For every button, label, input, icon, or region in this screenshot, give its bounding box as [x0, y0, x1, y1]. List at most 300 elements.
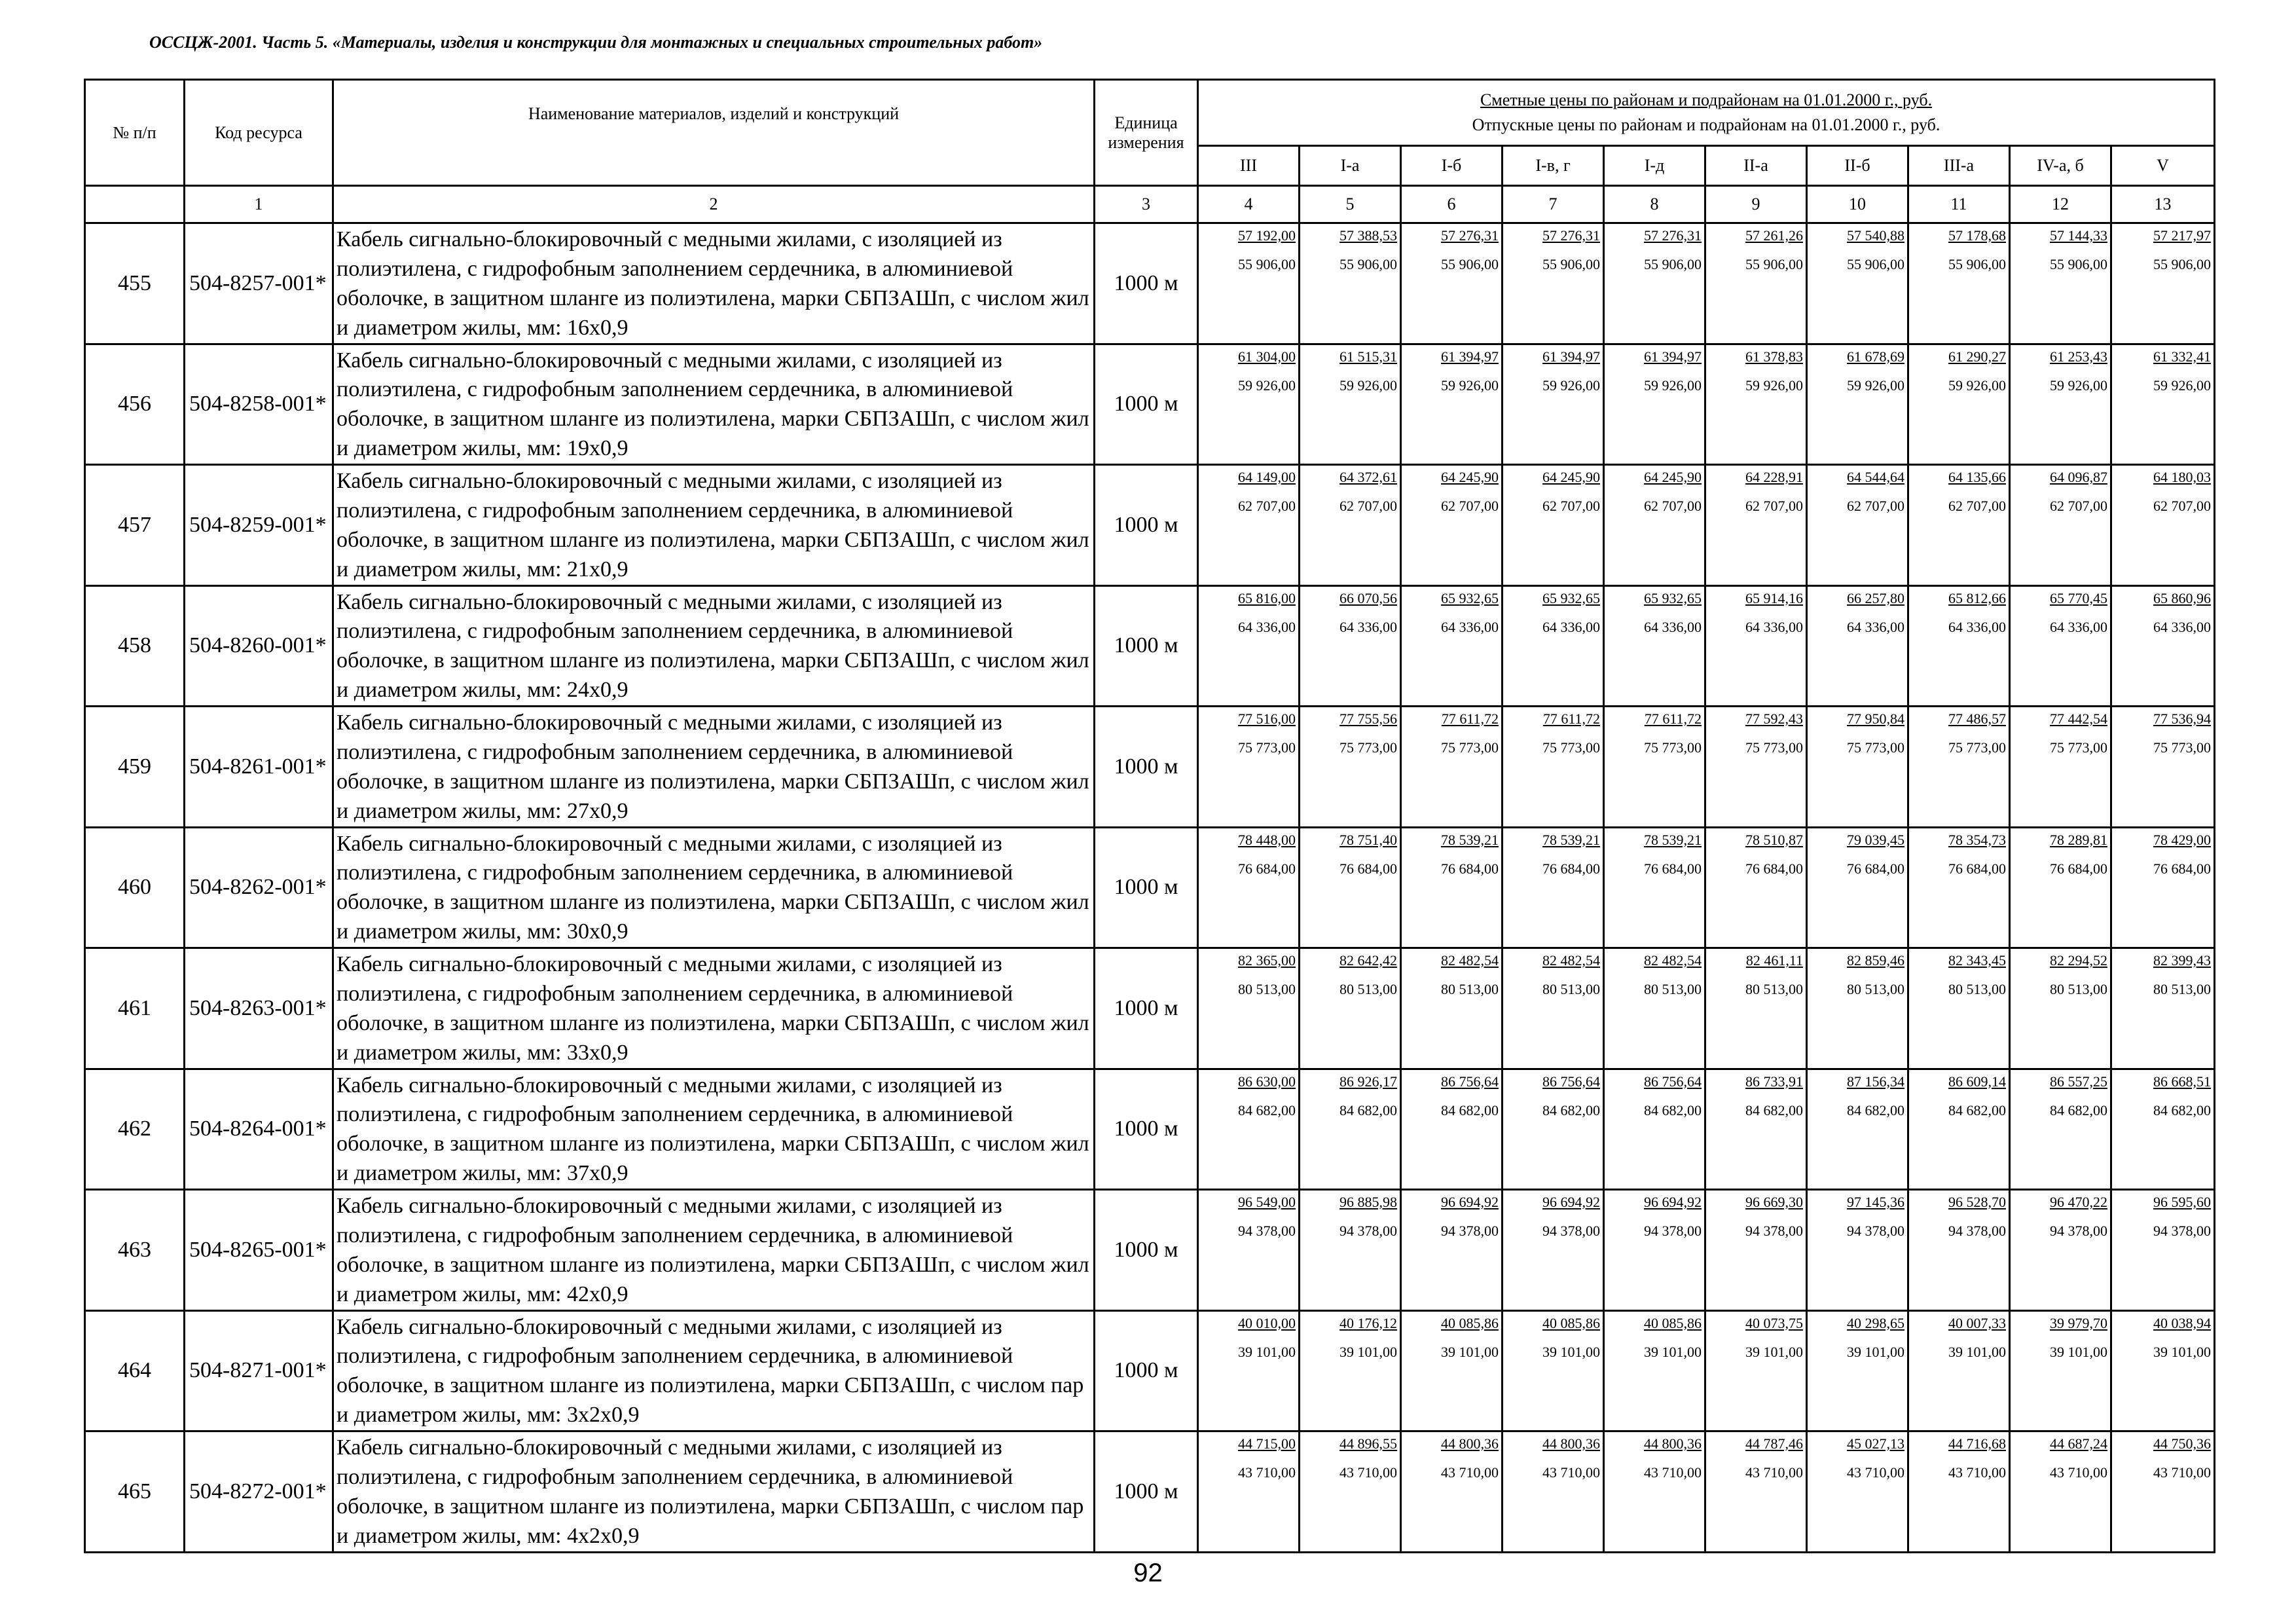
row-number: 463 [85, 1190, 185, 1311]
material-name: Кабель сигнально-блокировочный с медными жилами, с изоляцией из полиэтилена, с гидрофобным заполнением сердечника, в алюминиевой оболочке, в защитном шланге из полиэтилена, марки СБПЗАШп, с числом жил и диаметром жилы, мм: 30х0,9 [333, 827, 1095, 948]
price-cell [1705, 1190, 1807, 1311]
release-price: 84 682,00 [1644, 1101, 1702, 1118]
unit-of-measure: 1000 м [1095, 465, 1198, 586]
estimated-price: 82 859,46 [1847, 952, 1904, 969]
estimated-price: 64 180,03 [2153, 469, 2212, 485]
price-cell [2111, 1431, 2215, 1553]
release-price: 43 710,00 [1644, 1464, 1702, 1481]
price-cell [1604, 1190, 1705, 1311]
estimated-price: 82 642,42 [1339, 952, 1397, 969]
release-price: 75 773,00 [1542, 739, 1600, 756]
price-table [84, 79, 2215, 1553]
release-price: 59 926,00 [2050, 377, 2107, 394]
release-price: 76 684,00 [2050, 860, 2107, 877]
release-price: 75 773,00 [1948, 739, 2006, 756]
release-price: 84 682,00 [1339, 1101, 1397, 1118]
price-cell [1908, 344, 2010, 465]
release-price: 84 682,00 [1441, 1101, 1499, 1118]
release-price: 76 684,00 [1238, 860, 1296, 877]
row-number: 459 [85, 707, 185, 828]
estimated-price: 64 544,64 [1847, 469, 1904, 485]
estimated-price: 77 611,72 [1644, 710, 1702, 727]
price-cell [1401, 1310, 1503, 1431]
resource-code: 504-8264-001* [185, 1069, 333, 1190]
price-cell [1604, 948, 1705, 1069]
estimated-price: 57 276,31 [1644, 227, 1702, 244]
price-cell [1604, 465, 1705, 586]
material-name: Кабель сигнально-блокировочный с медными жилами, с изоляцией из полиэтилена, с гидрофобным заполнением сердечника, в алюминиевой оболочке, в защитном шланге из полиэтилена, марки СБПЗАШп, с числом жил и диаметром жилы, мм: 27х0,9 [333, 707, 1095, 828]
material-name: Кабель сигнально-блокировочный с медными жилами, с изоляцией из полиэтилена, с гидрофобным заполнением сердечника, в алюминиевой оболочке, в защитном шланге из полиэтилена, марки СБПЗАШп, с числом жил и диаметром жилы, мм: 16х0,9 [333, 223, 1095, 344]
estimated-price: 57 144,33 [2050, 227, 2107, 244]
estimated-price: 40 298,65 [1847, 1314, 1904, 1331]
estimated-price: 40 085,86 [1542, 1314, 1600, 1331]
unit-of-measure: 1000 м [1095, 1310, 1198, 1431]
unit-of-measure: 1000 м [1095, 707, 1198, 828]
estimated-price: 44 687,24 [2050, 1435, 2107, 1452]
estimated-price: 86 756,64 [1441, 1073, 1499, 1090]
release-price: 62 707,00 [1441, 498, 1499, 514]
release-price: 64 336,00 [1948, 618, 2006, 635]
release-price: 59 926,00 [1441, 377, 1499, 394]
release-price: 80 513,00 [1542, 981, 1600, 997]
release-price: 76 684,00 [1542, 860, 1600, 877]
release-price: 62 707,00 [1745, 498, 1803, 514]
release-price: 55 906,00 [1948, 256, 2006, 272]
estimated-price: 64 245,90 [1542, 469, 1600, 485]
release-price: 94 378,00 [1948, 1223, 2006, 1239]
release-price: 43 710,00 [1745, 1464, 1803, 1481]
estimated-price: 40 073,75 [1745, 1314, 1803, 1331]
price-cell [1705, 1069, 1807, 1190]
release-price: 94 378,00 [2153, 1223, 2212, 1239]
table-row [85, 1310, 2215, 1431]
price-cell [1503, 1310, 1604, 1431]
release-price: 43 710,00 [1441, 1464, 1499, 1481]
release-price: 80 513,00 [1948, 981, 2006, 997]
release-price: 55 906,00 [1238, 256, 1296, 272]
release-price: 64 336,00 [1745, 618, 1803, 635]
estimated-price: 96 528,70 [1948, 1194, 2006, 1210]
price-cell [1807, 223, 1908, 344]
estimated-price: 86 733,91 [1745, 1073, 1803, 1090]
estimated-price: 77 755,56 [1339, 710, 1397, 727]
estimated-price: 66 070,56 [1339, 589, 1397, 606]
release-price: 43 710,00 [1542, 1464, 1600, 1481]
release-price: 39 101,00 [1948, 1343, 2006, 1360]
region-header: II-б [1807, 146, 1908, 186]
price-cell [1807, 1069, 1908, 1190]
document-header: ОССЦЖ-2001. Часть 5. «Материалы, изделия и конструкции для монтажных и специальных строительных работ» [149, 33, 1043, 52]
estimated-price: 82 399,43 [2153, 952, 2212, 969]
release-price: 59 926,00 [2153, 377, 2212, 394]
release-price: 76 684,00 [2153, 860, 2212, 877]
estimated-price: 61 678,69 [1847, 348, 1904, 365]
page-number: 92 [1133, 1559, 1163, 1587]
estimated-price: 61 332,41 [2153, 348, 2212, 365]
price-cell [1604, 223, 1705, 344]
column-number: 11 [1908, 186, 2010, 223]
release-price: 43 710,00 [1339, 1464, 1397, 1481]
estimated-price: 78 429,00 [2153, 831, 2212, 848]
release-price: 59 926,00 [1238, 377, 1296, 394]
price-cell [1807, 707, 1908, 828]
header-unit: Единица измерения [1095, 80, 1198, 186]
estimated-price: 44 715,00 [1238, 1435, 1296, 1452]
resource-code: 504-8259-001* [185, 465, 333, 586]
price-cell [1401, 1431, 1503, 1553]
price-cell [1503, 465, 1604, 586]
estimated-price: 86 630,00 [1238, 1073, 1296, 1090]
price-cell [1300, 707, 1401, 828]
column-number: 1 [185, 186, 333, 223]
release-price: 64 336,00 [1441, 618, 1499, 635]
release-price: 80 513,00 [2153, 981, 2212, 997]
release-price: 43 710,00 [1948, 1464, 2006, 1481]
release-price: 62 707,00 [1644, 498, 1702, 514]
price-cell [1908, 827, 2010, 948]
material-name: Кабель сигнально-блокировочный с медными жилами, с изоляцией из полиэтилена, с гидрофобным заполнением сердечника, в алюминиевой оболочке, в защитном шланге из полиэтилена, марки СБПЗАШп, с числом жил и диаметром жилы, мм: 37х0,9 [333, 1069, 1095, 1190]
estimated-price: 77 442,54 [2050, 710, 2107, 727]
price-cell [1300, 827, 1401, 948]
estimated-price: 66 257,80 [1847, 589, 1904, 606]
price-cell [1807, 585, 1908, 707]
material-name: Кабель сигнально-блокировочный с медными жилами, с изоляцией из полиэтилена, с гидрофобным заполнением сердечника, в алюминиевой оболочке, в защитном шланге из полиэтилена, марки СБПЗАШп, с числом пар и диаметром жилы, мм: 3х2х0,9 [333, 1310, 1095, 1431]
release-price: 39 101,00 [1542, 1343, 1600, 1360]
price-cell [2010, 1310, 2111, 1431]
estimated-price: 44 800,36 [1542, 1435, 1600, 1452]
price-cell [1604, 1310, 1705, 1431]
release-price: 64 336,00 [2153, 618, 2212, 635]
release-price: 76 684,00 [1441, 860, 1499, 877]
row-number: 460 [85, 827, 185, 948]
region-header: I-д [1604, 146, 1705, 186]
estimated-price: 86 926,17 [1339, 1073, 1397, 1090]
price-cell [1807, 1190, 1908, 1311]
region-header: I-б [1401, 146, 1503, 186]
release-price: 84 682,00 [1948, 1101, 2006, 1118]
estimated-price: 44 787,46 [1745, 1435, 1803, 1452]
estimated-price: 96 549,00 [1238, 1194, 1296, 1210]
price-cell [2111, 827, 2215, 948]
release-price: 76 684,00 [1948, 860, 2006, 877]
resource-code: 504-8272-001* [185, 1431, 333, 1553]
estimated-price: 86 668,51 [2153, 1073, 2212, 1090]
table-row [85, 1069, 2215, 1190]
price-cell [2111, 948, 2215, 1069]
release-price: 39 101,00 [1847, 1343, 1904, 1360]
price-cell [1908, 223, 2010, 344]
release-price: 62 707,00 [1339, 498, 1397, 514]
resource-code: 504-8261-001* [185, 707, 333, 828]
estimated-price: 61 515,31 [1339, 348, 1397, 365]
price-cell [1198, 1069, 1300, 1190]
price-cell [1503, 827, 1604, 948]
estimated-price: 82 343,45 [1948, 952, 2006, 969]
price-cell [1705, 465, 1807, 586]
price-cell [1198, 1190, 1300, 1311]
estimated-price: 77 611,72 [1441, 710, 1499, 727]
price-cell [1300, 465, 1401, 586]
estimated-price: 40 176,12 [1339, 1314, 1397, 1331]
price-cell [2010, 465, 2111, 586]
estimated-price: 65 770,45 [2050, 589, 2107, 606]
material-name: Кабель сигнально-блокировочный с медными жилами, с изоляцией из полиэтилена, с гидрофобным заполнением сердечника, в алюминиевой оболочке, в защитном шланге из полиэтилена, марки СБПЗАШп, с числом жил и диаметром жилы, мм: 21х0,9 [333, 465, 1095, 586]
estimated-price: 77 536,94 [2153, 710, 2212, 727]
estimated-price: 65 932,65 [1542, 589, 1600, 606]
price-cell [1300, 1431, 1401, 1553]
estimated-price: 64 096,87 [2050, 469, 2107, 485]
price-cell [1908, 465, 2010, 586]
price-cell [2111, 223, 2215, 344]
header-prices [1198, 80, 2215, 146]
price-cell [1807, 827, 1908, 948]
estimated-price: 78 448,00 [1238, 831, 1296, 848]
table-row [85, 1431, 2215, 1553]
release-price: 84 682,00 [1542, 1101, 1600, 1118]
price-cell [2111, 1069, 2215, 1190]
price-cell [1401, 1069, 1503, 1190]
estimated-price: 64 228,91 [1745, 469, 1803, 485]
header-name: Наименование материалов, изделий и конструкций [333, 80, 1095, 186]
release-price: 59 926,00 [1644, 377, 1702, 394]
estimated-price: 96 694,92 [1441, 1194, 1499, 1210]
price-cell [1503, 1431, 1604, 1553]
resource-code: 504-8262-001* [185, 827, 333, 948]
release-price: 55 906,00 [1441, 256, 1499, 272]
price-cell [1908, 1069, 2010, 1190]
unit-of-measure: 1000 м [1095, 1431, 1198, 1553]
release-price: 80 513,00 [1238, 981, 1296, 997]
region-header: I-в, г [1503, 146, 1604, 186]
release-price: 55 906,00 [1847, 256, 1904, 272]
estimated-price: 44 800,36 [1644, 1435, 1702, 1452]
estimated-price: 57 540,88 [1847, 227, 1904, 244]
release-price: 80 513,00 [1745, 981, 1803, 997]
column-number: 8 [1604, 186, 1705, 223]
release-price: 43 710,00 [1847, 1464, 1904, 1481]
material-name: Кабель сигнально-блокировочный с медными жилами, с изоляцией из полиэтилена, с гидрофобным заполнением сердечника, в алюминиевой оболочке, в защитном шланге из полиэтилена, марки СБПЗАШп, с числом жил и диаметром жилы, мм: 42х0,9 [333, 1190, 1095, 1311]
unit-of-measure: 1000 м [1095, 827, 1198, 948]
release-price: 75 773,00 [2050, 739, 2107, 756]
unit-of-measure: 1000 м [1095, 223, 1198, 344]
unit-of-measure: 1000 м [1095, 344, 1198, 465]
estimated-price: 97 145,36 [1847, 1194, 1904, 1210]
release-price: 39 101,00 [1441, 1343, 1499, 1360]
release-price: 59 926,00 [1948, 377, 2006, 394]
price-cell [1503, 585, 1604, 707]
estimated-price: 82 482,54 [1542, 952, 1600, 969]
estimated-price: 78 510,87 [1745, 831, 1803, 848]
price-cell [2010, 1431, 2111, 1553]
price-cell [1908, 707, 2010, 828]
price-cell [1503, 344, 1604, 465]
price-cell [1300, 585, 1401, 707]
release-price: 84 682,00 [1238, 1101, 1296, 1118]
release-price: 62 707,00 [1238, 498, 1296, 514]
region-header: IV-а, б [2010, 146, 2111, 186]
estimated-price: 82 482,54 [1441, 952, 1499, 969]
price-cell [1908, 585, 2010, 707]
price-cell [2010, 585, 2111, 707]
estimated-price: 44 750,36 [2153, 1435, 2212, 1452]
price-cell [2111, 1310, 2215, 1431]
price-cell [1705, 223, 1807, 344]
price-cell [2010, 1190, 2111, 1311]
price-cell [2010, 827, 2111, 948]
estimated-price: 40 038,94 [2153, 1314, 2212, 1331]
estimated-price: 86 557,25 [2050, 1073, 2107, 1090]
estimated-price: 64 135,66 [1948, 469, 2006, 485]
estimated-price: 57 178,68 [1948, 227, 2006, 244]
estimated-price: 57 192,00 [1238, 227, 1296, 244]
release-price: 94 378,00 [1441, 1223, 1499, 1239]
release-price: 94 378,00 [1644, 1223, 1702, 1239]
column-number: 7 [1503, 186, 1604, 223]
table-row [85, 707, 2215, 828]
release-price: 64 336,00 [1644, 618, 1702, 635]
resource-code: 504-8271-001* [185, 1310, 333, 1431]
estimated-price: 57 261,26 [1745, 227, 1803, 244]
estimated-price: 78 289,81 [2050, 831, 2107, 848]
price-cell [1807, 1431, 1908, 1553]
release-price: 84 682,00 [1847, 1101, 1904, 1118]
price-cell [1401, 948, 1503, 1069]
release-price: 39 101,00 [1238, 1343, 1296, 1360]
column-number: 6 [1401, 186, 1503, 223]
resource-code: 504-8260-001* [185, 585, 333, 707]
price-cell [1503, 1069, 1604, 1190]
estimated-price: 86 609,14 [1948, 1073, 2006, 1090]
release-price: 59 926,00 [1339, 377, 1397, 394]
price-cell [2010, 1069, 2111, 1190]
region-header: II-а [1705, 146, 1807, 186]
release-price: 62 707,00 [1847, 498, 1904, 514]
estimated-price: 61 378,83 [1745, 348, 1803, 365]
estimated-price: 65 816,00 [1238, 589, 1296, 606]
estimated-price: 65 812,66 [1948, 589, 2006, 606]
release-price: 75 773,00 [1238, 739, 1296, 756]
price-cell [1604, 1431, 1705, 1553]
row-number: 457 [85, 465, 185, 586]
price-cell [1300, 1069, 1401, 1190]
estimated-price: 77 611,72 [1542, 710, 1600, 727]
header-release-prices: Отпускные цены по районам и подрайонам на 01.01.2000 г., руб. [1472, 115, 1941, 134]
release-price: 43 710,00 [2050, 1464, 2107, 1481]
estimated-price: 96 669,30 [1745, 1194, 1803, 1210]
estimated-price: 79 039,45 [1847, 831, 1904, 848]
price-cell [1807, 948, 1908, 1069]
table-row [85, 1190, 2215, 1311]
estimated-price: 57 276,31 [1441, 227, 1499, 244]
estimated-price: 40 085,86 [1441, 1314, 1499, 1331]
price-cell [2010, 707, 2111, 828]
release-price: 84 682,00 [2050, 1101, 2107, 1118]
estimated-price: 40 010,00 [1238, 1314, 1296, 1331]
price-cell [1604, 827, 1705, 948]
release-price: 64 336,00 [1339, 618, 1397, 635]
column-number: 5 [1300, 186, 1401, 223]
release-price: 55 906,00 [1339, 256, 1397, 272]
resource-code: 504-8265-001* [185, 1190, 333, 1311]
region-header: V [2111, 146, 2215, 186]
estimated-price: 65 860,96 [2153, 589, 2212, 606]
estimated-price: 82 482,54 [1644, 952, 1702, 969]
estimated-price: 77 516,00 [1238, 710, 1296, 727]
estimated-price: 40 007,33 [1948, 1314, 2006, 1331]
row-number: 465 [85, 1431, 185, 1553]
estimated-price: 57 217,97 [2153, 227, 2212, 244]
estimated-price: 57 276,31 [1542, 227, 1600, 244]
release-price: 94 378,00 [1847, 1223, 1904, 1239]
release-price: 94 378,00 [1745, 1223, 1803, 1239]
estimated-price: 78 354,73 [1948, 831, 2006, 848]
price-cell [1198, 1310, 1300, 1431]
region-header: I-а [1300, 146, 1401, 186]
estimated-price: 61 290,27 [1948, 348, 2006, 365]
release-price: 94 378,00 [1238, 1223, 1296, 1239]
release-price: 75 773,00 [1745, 739, 1803, 756]
price-cell [1198, 223, 1300, 344]
row-number: 458 [85, 585, 185, 707]
release-price: 55 906,00 [2153, 256, 2212, 272]
price-cell [1503, 223, 1604, 344]
estimated-price: 61 304,00 [1238, 348, 1296, 365]
price-cell [1401, 827, 1503, 948]
material-name: Кабель сигнально-блокировочный с медными жилами, с изоляцией из полиэтилена, с гидрофобным заполнением сердечника, в алюминиевой оболочке, в защитном шланге из полиэтилена, марки СБПЗАШп, с числом жил и диаметром жилы, мм: 24х0,9 [333, 585, 1095, 707]
release-price: 39 101,00 [2153, 1343, 2212, 1360]
estimated-price: 96 470,22 [2050, 1194, 2107, 1210]
release-price: 39 101,00 [1339, 1343, 1397, 1360]
price-cell [1401, 707, 1503, 828]
price-cell [1401, 585, 1503, 707]
price-cell [1705, 1310, 1807, 1431]
price-cell [1604, 585, 1705, 707]
header-code: Код ресурса [185, 80, 333, 186]
release-price: 64 336,00 [1847, 618, 1904, 635]
row-number: 461 [85, 948, 185, 1069]
release-price: 55 906,00 [1644, 256, 1702, 272]
estimated-price: 57 388,53 [1339, 227, 1397, 244]
price-cell [1908, 1431, 2010, 1553]
release-price: 62 707,00 [1948, 498, 2006, 514]
price-cell [1604, 707, 1705, 828]
estimated-price: 77 486,57 [1948, 710, 2006, 727]
column-number-blank [85, 186, 185, 223]
column-number: 2 [333, 186, 1095, 223]
price-cell [1300, 344, 1401, 465]
release-price: 55 906,00 [2050, 256, 2107, 272]
unit-of-measure: 1000 м [1095, 1069, 1198, 1190]
estimated-price: 77 592,43 [1745, 710, 1803, 727]
estimated-price: 61 394,97 [1542, 348, 1600, 365]
price-cell [1604, 1069, 1705, 1190]
price-cell [1908, 1190, 2010, 1311]
row-number: 464 [85, 1310, 185, 1431]
release-price: 75 773,00 [1847, 739, 1904, 756]
release-price: 64 336,00 [1542, 618, 1600, 635]
release-price: 62 707,00 [1542, 498, 1600, 514]
price-cell [1198, 707, 1300, 828]
estimated-price: 86 756,64 [1542, 1073, 1600, 1090]
estimated-price: 61 394,97 [1644, 348, 1702, 365]
price-cell [1401, 223, 1503, 344]
price-cell [1503, 948, 1604, 1069]
column-number: 12 [2010, 186, 2111, 223]
column-number: 9 [1705, 186, 1807, 223]
estimated-price: 96 694,92 [1644, 1194, 1702, 1210]
price-cell [1705, 585, 1807, 707]
estimated-price: 40 085,86 [1644, 1314, 1702, 1331]
